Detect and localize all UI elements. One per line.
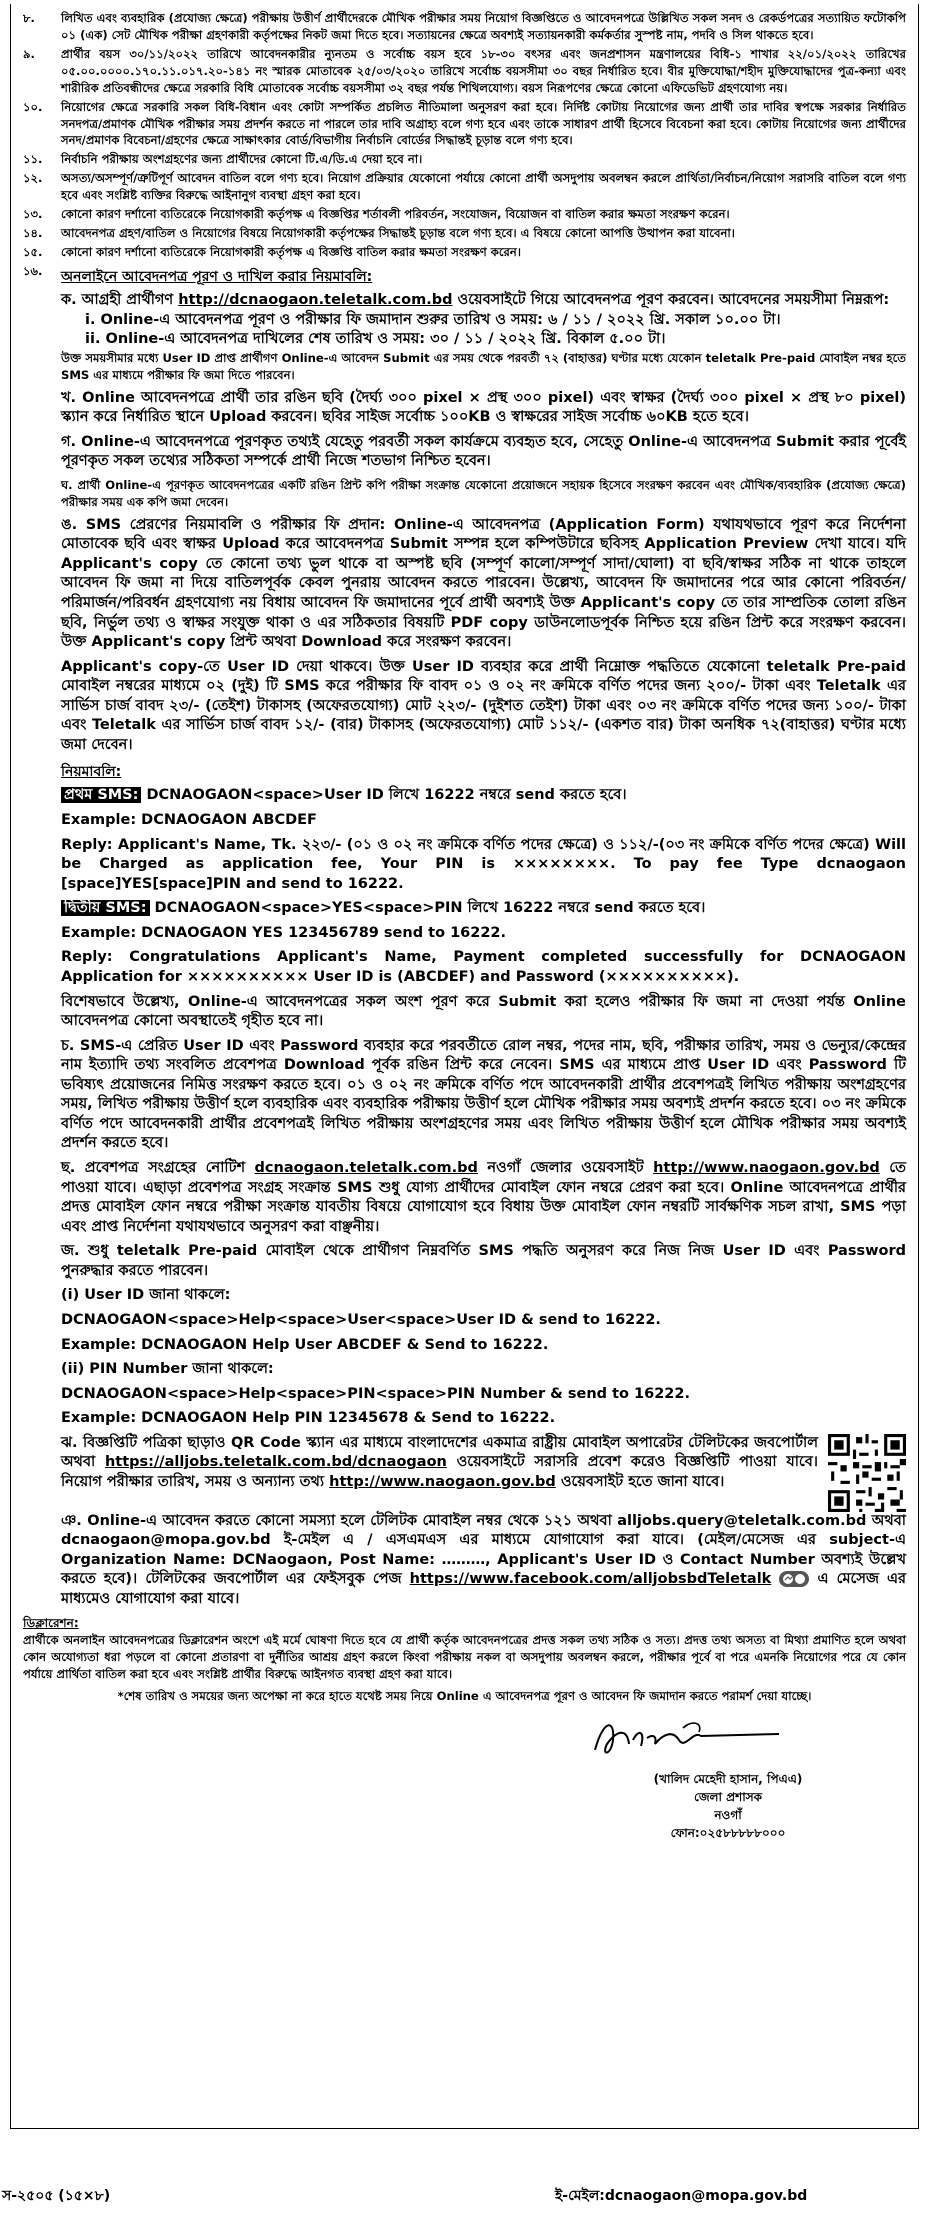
facebook-link[interactable]: https://www.facebook.com/alljobsbdTeletalk bbox=[409, 1571, 772, 1588]
special-note: বিশেষভাবে উল্লেখ্য, Online-এ আবেদনপত্রের সকল অংশ পূরণ করে Submit করা হলেও পরীক্ষার ফি জমা না দেওয়া পর্যন্ত Online আবেদনপত্র কোনো অবস্থাতেই গৃহীত হবে না। bbox=[61, 993, 906, 1030]
item-number: ১১. bbox=[23, 152, 43, 167]
ka-text-post: ওয়েবসাইটে গিয়ে আবেদনপত্র পূরণ করবেন। আবেদনের সময়সীমা নিম্নরূপ: bbox=[452, 292, 890, 309]
naogaon-site-link[interactable]: http://www.naogaon.gov.bd bbox=[653, 1160, 880, 1177]
admit-notice-link[interactable]: dcnaogaon.teletalk.com.bd bbox=[254, 1160, 478, 1177]
second-sms-text: DCNAOGAON<space>YES<space>PIN লিখে 16222 নম্বরে send করতে হবে। bbox=[149, 900, 706, 917]
numbered-items bbox=[23, 10, 906, 261]
teletalk-link[interactable]: http://dcnaogaon.teletalk.com.bd bbox=[178, 292, 453, 309]
uid-heading: (i) User ID জানা থাকলে: bbox=[61, 1287, 231, 1304]
item-number: ১৪. bbox=[23, 226, 43, 241]
reply-2: Reply: Congratulations Applicant's Name, Payment completed successfully for DCNAOGAON Application for ×××××××××× User ID is (ABCDEF) and Password (××××××××××). bbox=[61, 949, 906, 985]
first-sms bbox=[61, 786, 906, 806]
rules-heading: নিয়মাবলি: bbox=[61, 764, 122, 781]
uid-example: Example: DCNAOGAON Help User ABCDEF & Send to 16222. bbox=[61, 1336, 549, 1353]
qr-code-icon[interactable] bbox=[828, 1434, 906, 1512]
online-heading: অনলাইনে আবেদনপত্র পূরণ ও দাখিল করার নিয়মাবলি: bbox=[61, 268, 373, 285]
declaration bbox=[23, 1615, 906, 1683]
first-sms-text: DCNAOGAON<space>User ID লিখে 16222 নম্বরে send করতে হবে। bbox=[141, 787, 627, 804]
example-2: Example: DCNAOGAON YES 123456789 send to 16222. bbox=[61, 924, 507, 941]
signer-phone: ফোন:০২৫৮৮৮৮৮০০০ bbox=[670, 1825, 786, 1840]
notice-item bbox=[23, 46, 906, 97]
messenger-icon bbox=[779, 1571, 809, 1587]
chha-text-post: তে পাওয়া যাবে। এছাড়া প্রবেশপত্র সংগ্রহ সংক্রান্ত SMS শুধু যোগ্য প্রার্থীদের মোবাইল ফোন নম্বরে প্রেরণ করা হবে। Online আবেদনপত্রে প্রার্থীর প্রদত্ত মোবাইল ফোন নম্বরে পরীক্ষা সংক্রান্ত যাবতীয় বিষয়ে যোগাযোগ হবে বিধায় উক্ত মোবাইল ফোন নম্বরটি সার্বক্ষণিক সচল রাখা, SMS পড়া এবং প্রাপ্ত নির্দেশনা যথাযথভাবে অনুসরণ করা বাঞ্ছনীয়। bbox=[61, 1160, 906, 1235]
signer-block bbox=[583, 1770, 873, 1842]
notice-item bbox=[23, 99, 906, 150]
second-sms bbox=[61, 899, 906, 919]
declaration-text: প্রার্থীকে অনলাইন আবেদনপত্রের ডিক্লারেশন অংশে এই মর্মে ঘোষণা দিতে হবে যে প্রার্থী কর্তৃক আবেদনপত্রের প্রদত্ত সকল তথ্য সঠিক ও সত্য। প্রদত্ত তথ্য অসত্য বা মিথ্যা প্রমাণিত হলে অথবা কোন অযোগ্যতা ধরা পড়লে বা কোনো প্রতারণা বা দুর্নীতির আশ্রয় গ্রহণ করলে কিংবা পরীক্ষায় নকল বা অসদুপায় অবলম্বন করলে, পরীক্ষার পূর্বে বা পরে এমনকি নিয়োগের পরে যে কোন পর্যায়ে প্রার্থিতা বাতিল করা হবে এবং সংশ্লিষ্ট প্রার্থীর বিরুদ্ধে আইনগত ব্যবস্থা গ্রহণ করা যাবে। bbox=[23, 1633, 906, 1681]
item-number: ১৫. bbox=[23, 244, 43, 259]
start-date: i. Online-এ আবেদনপত্র পূরণ ও পরীক্ষার ফি জমাদান শুরুর তারিখ ও সময়: ৬ / ১১ / ২০২২ খ্রি. সকাল ১০.০০ টা। bbox=[85, 311, 781, 328]
second-sms-tag: দ্বিতীয় SMS: bbox=[61, 900, 150, 916]
print-code: স-২৫০৫ (১৫×৮) bbox=[2, 2188, 111, 2204]
fee-paragraph: Applicant's copy-তে User ID দেয়া থাকবে। উক্ত User ID ব্যবহার করে প্রার্থী নিম্নোক্ত পদ্ধতিতে যেকোনো teletalk Pre-paid মোবাইল নম্বরের মাধ্যমে ০২ (দুই) টি SMS করে পরীক্ষার ফি বাবদ ০১ ও ০২ নং ক্রমিকে বর্ণিত পদের জন্য ২০০/- টাকা এবং Teletalk এর সার্ভিস চার্জ বাবদ ২৩/- (তেইশ) টাকাসহ (অফেরতযোগ্য) মোট ২২৩/- (দুইশত তেইশ) টাকা এবং ০৩ নং ক্রমিকে বর্ণিত পদের জন্য ১০০/- টাকা এবং Teletalk এর সার্ভিস চার্জ বাবদ ১২/- (বার) টাকাসহ (অফেরতযোগ্য) মোট ১১২/- (একশত বার) টাকা অনধিক ৭২(বাহাত্তর) ঘণ্টার মধ্যে জমা দেবেন। bbox=[61, 658, 906, 753]
item-number: ১০. bbox=[23, 99, 43, 114]
pin-example: Example: DCNAOGAON Help PIN 12345678 & Send to 16222. bbox=[61, 1410, 556, 1427]
chha-text-mid: নওগাঁ জেলার ওয়েবসাইট bbox=[477, 1160, 654, 1177]
notice-item bbox=[23, 225, 906, 242]
end-date: ii. Online-এ আবেদনপত্র দাখিলের শেষ তারিখ ও সময়: ৩০ / ১১ / ২০২২ খ্রি. বিকাল ৫.০০ টা। bbox=[85, 331, 666, 348]
online-ka bbox=[61, 291, 906, 383]
example-1: Example: DCNAOGAON ABCDEF bbox=[61, 812, 317, 829]
item-number: ১৬. bbox=[23, 263, 43, 278]
jha-text-mid: ওয়েবসাইটে সরাসরি প্রবেশ করেও বিজ্ঞপ্তিটি পাওয়া যাবে। নিয়োগ পরীক্ষার তারিখ, সময় ও অন্যান্য তথ্য bbox=[61, 1454, 818, 1490]
item-number: ১২. bbox=[23, 171, 43, 186]
notice-frame bbox=[10, 4, 919, 2129]
final-advice: *শেষ তারিখ ও সময়ের জন্য অপেক্ষা না করে হাতে যথেষ্ট সময় নিয়ে Online এ আবেদনপত্র পূরণ ও আবেদন ফি জমাদান করতে পরামর্শ দেয়া যাচ্ছে। bbox=[117, 1688, 812, 1703]
item-text: লিখিত এবং ব্যবহারিক (প্রযোজ্য ক্ষেত্রে) পরীক্ষায় উত্তীর্ণ প্রার্থীদেরকে মৌখিক পরীক্ষার সময় নিয়োগ বিজ্ঞপ্তিতে ও আবেদনপত্রে উল্লিখিত সকল সনদ ও রেকর্ডপত্রের সত্যায়িত ফটোকপি ০১ (এক) সেট মৌখিক পরীক্ষা গ্রহণকারী কর্তৃপক্ষের নিকট জমা দিতে হবে। সত্যায়নের ক্ষেত্রে অবশ্যই সত্যায়নকারী কর্মকর্তার সুস্পষ্ট নাম, পদবি ও সিল থাকতে হবে। bbox=[61, 11, 906, 42]
pin-sms: DCNAOGAON<space>Help<space>PIN<space>PIN Number & send to 16222. bbox=[61, 1385, 690, 1402]
first-sms-tag: প্রথম SMS: bbox=[61, 787, 141, 803]
item-text: কোনো কারণ দর্শানো ব্যতিরেকে নিয়োগকারী কর্তৃপক্ষ এ বিজ্ঞপ্তি বাতিল করার ক্ষমতা সংরক্ষণ করেন। bbox=[61, 244, 521, 259]
signer-name: (খালিদ মেহেদী হাসান, পিএএ) bbox=[653, 1771, 803, 1786]
pin-heading: (ii) PIN Number জানা থাকলে: bbox=[61, 1361, 274, 1378]
item-number: ৮. bbox=[23, 11, 35, 25]
signer-title: জেলা প্রশাসক bbox=[693, 1789, 763, 1804]
nya-text: ঞ. Online-এ আবেদন করতে কোনো সমস্যা হলে টেলিটক মোবাইল নম্বর থেকে ১২১ অথবা alljobs.query@teletalk.com.bd অথবা dcnaogaon@mopa.gov.bd ই-মেইল এ / এসএমএস এর মাধ্যমে যোগাযোগ করা যাবে। (মেইল/মেসেজ এর subject-এ Organization Name: DCNaogaon, Post Name: ………, Applicant's User ID ও Contact Number অবশ্যই উল্লেখ করতে হবে)। টেলিটকের জবপোর্টাল এর ফেইসবুক পেজ bbox=[61, 1512, 906, 1588]
online-gha: ঘ. প্রার্থী Online-এ পূরণকৃত আবেদনপত্রের একটি রঙিন প্রিন্ট কপি পরীক্ষা সংক্রান্ত যেকোনো প্রয়োজনে সহায়ক হিসেবে সংরক্ষণ করবেন এবং মৌখিক/ব্যবহারিক (প্রযোজ্য ক্ষেত্রে) পরীক্ষার সময় এক কপি জমা দেবেন। bbox=[61, 477, 906, 509]
notice-item bbox=[23, 206, 906, 223]
signature bbox=[583, 1710, 906, 1770]
rules-chha bbox=[61, 1159, 906, 1237]
uid-sms: DCNAOGAON<space>Help<space>User<space>User ID & send to 16222. bbox=[61, 1311, 661, 1328]
online-kha: খ. Online আবেদনপত্রে প্রার্থী তার রঙিন ছবি (দৈর্ঘ্য ৩০০ pixel × প্রস্থ ৩০০ pixel) এবং স্বাক্ষর (দৈর্ঘ্য ৩০০ pixel × প্রস্থ ৮০ pixel) স্ক্যান করে নির্ধারিত স্থানে Upload করবেন। ছবির সাইজ সর্বোচ্চ ১০০KB ও স্বাক্ষরের সাইজ সর্বোচ্চ ৬০KB হতে হবে। bbox=[61, 389, 906, 426]
reply-1: Reply: Applicant's Name, Tk. ২২৩/- (০১ ও ০২ নং ক্রমিকে বর্ণিত পদের ক্ষেত্রে) ও ১১২/-(০৩ নং ক্রমিকে বর্ণিত পদের ক্ষেত্রে) Will be Charged as application fee, Your PIN is ××××××××. To pay fee Type dcnaogaon [space]YES[space]PIN and send to 16222. bbox=[61, 836, 906, 892]
item-number: ১৩. bbox=[23, 207, 43, 222]
ka-note: উক্ত সময়সীমার মধ্যে User ID প্রাপ্ত প্রার্থীগণ Online-এ আবেদন Submit এর সময় থেকে পরবর্তী ৭২ (বাহাত্তর) ঘণ্টার মধ্যে যেকোন teletalk Pre-paid মোবাইল নম্বর হতে SMS এর মাধ্যমে পরীক্ষার ফি জমা দিতে পারবেন। bbox=[61, 351, 906, 382]
item-text: কোনো কারণ দর্শানো ব্যতিরেকে নিয়োগকারী কর্তৃপক্ষ এ বিজ্ঞপ্তির শর্তাবলী পরিবর্তন, সংযোজন, বিয়োজন বা বাতিল করার ক্ষমতা সংরক্ষণ করেন। bbox=[61, 207, 730, 222]
item-text: প্রার্থীর বয়স ৩০/১১/২০২২ তারিখে আবেদনকারীর ন্যুনতম ও সর্বোচ্চ বয়স হবে ১৮-৩০ বৎসর এবং জনপ্রশাসন মন্ত্রণালয়ের বিধি-১ শাখার ২২/০১/২০২২ তারিখের ০৫.০০.০০০০.১৭০.১১.০১৭.২০-১৪১ নং স্মারক মোতাবেক ২৫/০৩/২০২০ তারিখে সর্বোচ্চ বয়সসীমা ৩০ বছর নির্ধারিত হবে। বীর মুক্তিযোদ্ধা/শহীদ মুক্তিযোদ্ধাদের পুত্র-কন্যা এবং শারীরিক প্রতিবন্ধীদের ক্ষেত্রে সরকারি বিধি মোতাবেক সর্বোচ্চ বয়সসীমা ৩২ বছর পর্যন্ত শিথিলযোগ্য। বয়স নিরূপণের ক্ষেত্রে কোনো এফিডেভিট গ্রহণযোগ্য নয়। bbox=[61, 46, 906, 95]
jha-text-post: ওয়েবসাইট হতে জানা যাবে। bbox=[555, 1473, 725, 1490]
ka-text: ক. আগ্রহী প্রার্থীগণ bbox=[61, 292, 179, 309]
declaration-heading: ডিক্লারেশন: bbox=[23, 1615, 79, 1630]
item-text: নিয়োগের ক্ষেত্রে সরকারি সকল বিধি-বিধান এবং কোটা সম্পর্কিত প্রচলিত নীতিমালা অনুসরণ করা হবে। নির্দিষ্ট কোটায় নিয়োগের জন্য প্রার্থী তার দাবির স্বপক্ষে সরকার নির্ধারিত সনদপত্র/প্রমাণক মৌখিক পরীক্ষার সময় প্রদর্শন করতে না পারলে তার দাবি অগ্রাহ্য বলে গণ্য হবে এবং তাকে সাধারণ প্রার্থী হিসেবে বিবেচনা করা হবে। কোটায় নিয়োগের জন্য প্রার্থীদের সনদ/প্রমাণক বিবেচনা/গ্রহণের ক্ষেত্রে সাক্ষাৎকার বোর্ড/বিভাগীয় নির্বাচনি বোর্ডের সিদ্ধান্তই চূড়ান্ত বলে গণ্য হবে। bbox=[61, 99, 906, 148]
signer-district: নওগাঁ bbox=[714, 1807, 742, 1822]
notice-item bbox=[23, 10, 906, 44]
notice-item bbox=[23, 151, 906, 168]
online-ga: গ. Online-এ আবেদনপত্রে পূরণকৃত তথ্যই যেহেতু পরবর্তী সকল কার্যক্রমে ব্যবহৃত হবে, সেহেতু Online-এ আবেদনপত্র Submit করার পূর্বেই পূরণকৃত সকল তথ্যের সঠিকতা সম্পর্কে প্রার্থী নিজে শতভাগ নিশ্চিত হবেন। bbox=[61, 433, 906, 470]
footer-email[interactable]: ই-মেইল:dcnaogaon@mopa.gov.bd bbox=[555, 2188, 808, 2204]
rules-nya bbox=[61, 1512, 906, 1610]
jha-text: ঝ. বিজ্ঞপ্তিটি পত্রিকা ছাড়াও QR Code স্ক্যান এর মাধ্যমে বাংলাদেশের একমাত্র রাষ্ট্রীয় মোবাইল অপারেটর টেলিটকের জবপোর্টাল অথবা bbox=[61, 1434, 818, 1471]
nya-text-post: এ মেসেজ এর মাধ্যমেও যোগাযোগ করা যাবে। bbox=[61, 1571, 906, 1608]
item-text: অসত্য/অসম্পূর্ণ/ত্রুটিপূর্ণ আবেদন বাতিল বলে গণ্য হবে। নিয়োগ প্রক্রিয়ার যেকোনো পর্যায়ে কোনো প্রার্থী অসদুপায় অবলম্বন করলে প্রার্থিতা/নির্বাচন/নিয়োগ সরাসরি বাতিল বলে গণ্য হবে এবং সংশ্লিষ্ট ব্যক্তির বিরুদ্ধে আইনানুগ ব্যবস্থা গ্রহণ করা হবে। bbox=[61, 171, 906, 203]
notice-item bbox=[23, 244, 906, 261]
alljobs-link[interactable]: https://alljobs.teletalk.com.bd/dcnaogaon bbox=[104, 1454, 447, 1471]
item-text: আবেদনপত্র গ্রহণ/বাতিল ও নিয়োগের বিষয়ে নিয়োগকারী কর্তৃপক্ষের সিদ্ধান্তই চূড়ান্ত বলে গণ্য হবে। এ বিষয়ে কোনো আপত্তি উত্থাপন করা যাবেনা। bbox=[61, 226, 735, 241]
notice-item bbox=[23, 170, 906, 204]
rules-ja: জ. শুধু teletalk Pre-paid মোবাইল থেকে প্রার্থীগণ নিম্নবর্ণিত SMS পদ্ধতি অনুসরণ করে নিজ নিজ User ID এবং Password পুনরুদ্ধার করতে পারবেন। bbox=[61, 1243, 906, 1279]
online-section bbox=[23, 263, 906, 289]
item-number: ৯. bbox=[23, 46, 35, 61]
rules-jha bbox=[61, 1434, 906, 1493]
chha-text: ছ. প্রবেশপত্র সংগ্রহের নোটিশ bbox=[61, 1160, 255, 1177]
naogaon-site-link-2[interactable]: http://www.naogaon.gov.bd bbox=[329, 1473, 556, 1490]
rules-cha: চ. SMS-এ প্রেরিত User ID এবং Password ব্যবহার করে পরবর্তীতে রোল নম্বর, পদের নাম, ছবি, পরীক্ষার তারিখ, সময় ও ভেন্যুর/কেন্দ্রের নাম ইত্যাদি তথ্য সংবলিত প্রবেশপত্র Download পূর্বক রঙিন প্রিন্ট করে নেবেন। SMS এর মাধ্যমে প্রাপ্ত User ID এবং Password টি ভবিষ্যৎ প্রয়োজনের নিমিত্ত সংরক্ষণ করতে হবে। ০১ ও ০২ নং ক্রমিকে বর্ণিত পদে আবেদনকারী প্রার্থীর প্রবেশপত্রই লিখিত পরীক্ষায় অংশগ্রহণের সময়, লিখিত পরীক্ষায় উত্তীর্ণ হলে ব্যবহারিক এবং ব্যবহারিক পরীক্ষায় উত্তীর্ণ হলে মৌখিক পরীক্ষার সময় অবশ্যই প্রদর্শন করতে হবে। ০৩ নং ক্রমিকে বর্ণিত পদে আবেদনকারী প্রার্থীর প্রবেশপত্রই লিখিত পরীক্ষায় অংশগ্রহণের সময় এবং লিখিত পরীক্ষায় উত্তীর্ণ হলে মৌখিক পরীক্ষার সময় অবশ্যই প্রদর্শন করতে হবে। bbox=[61, 1037, 906, 1152]
online-umo: ঙ. SMS প্রেরণের নিয়মাবলি ও পরীক্ষার ফি প্রদান: Online-এ আবেদনপত্র (Application Form) যথাযথভাবে পূরণ করে নির্দেশনা মোতাবেক ছবি এবং স্বাক্ষর Upload করে আবেদনপত্র Submit সম্পন্ন হলে কম্পিউটারে ছবিসহ Application Preview দেখা যাবে। যদি Applicant's copy তে কোনো তথ্য ভুল থাকে বা অস্পষ্ট ছবি (সম্পূর্ণ কালো/সম্পূর্ণ সাদা/ঘোলা) বা ছবি/স্বাক্ষর সঠিক না থাকে তাহলে আবেদন ফি জমা না দিয়ে বাতিলপূর্বক কেবল পুনরায় আবেদন করতে পারবেন। উল্লেখ্য, আবেদন ফি জমাদানের পরে আর কোনো পরিবর্তন/পরিমার্জন/পরিবর্ধন গ্রহণযোগ্য নয় বিধায় আবেদন ফি জমাদানের পূর্বে প্রার্থী অবশ্যই উক্ত Applicant's copy তে তার সাম্প্রতিক তোলা রঙিন ছবি, নির্ভুল তথ্য ও স্বাক্ষর সংযুক্ত থাকা ও এর সঠিকতার বিষয়টি PDF copy ডাউনলোডপূর্বক নিশ্চিত হয়ে রঙিন প্রিন্ট করে সংরক্ষণ করবেন। উক্ত Applicant's copy প্রিন্ট অথবা Download করে সংরক্ষণ করবেন। bbox=[61, 516, 906, 651]
signature-mark bbox=[583, 1710, 793, 1766]
item-text: নির্বাচনি পরীক্ষায় অংশগ্রহণের জন্য প্রার্থীদের কোনো টি.এ/ডি.এ দেয়া হবে না। bbox=[61, 152, 423, 167]
